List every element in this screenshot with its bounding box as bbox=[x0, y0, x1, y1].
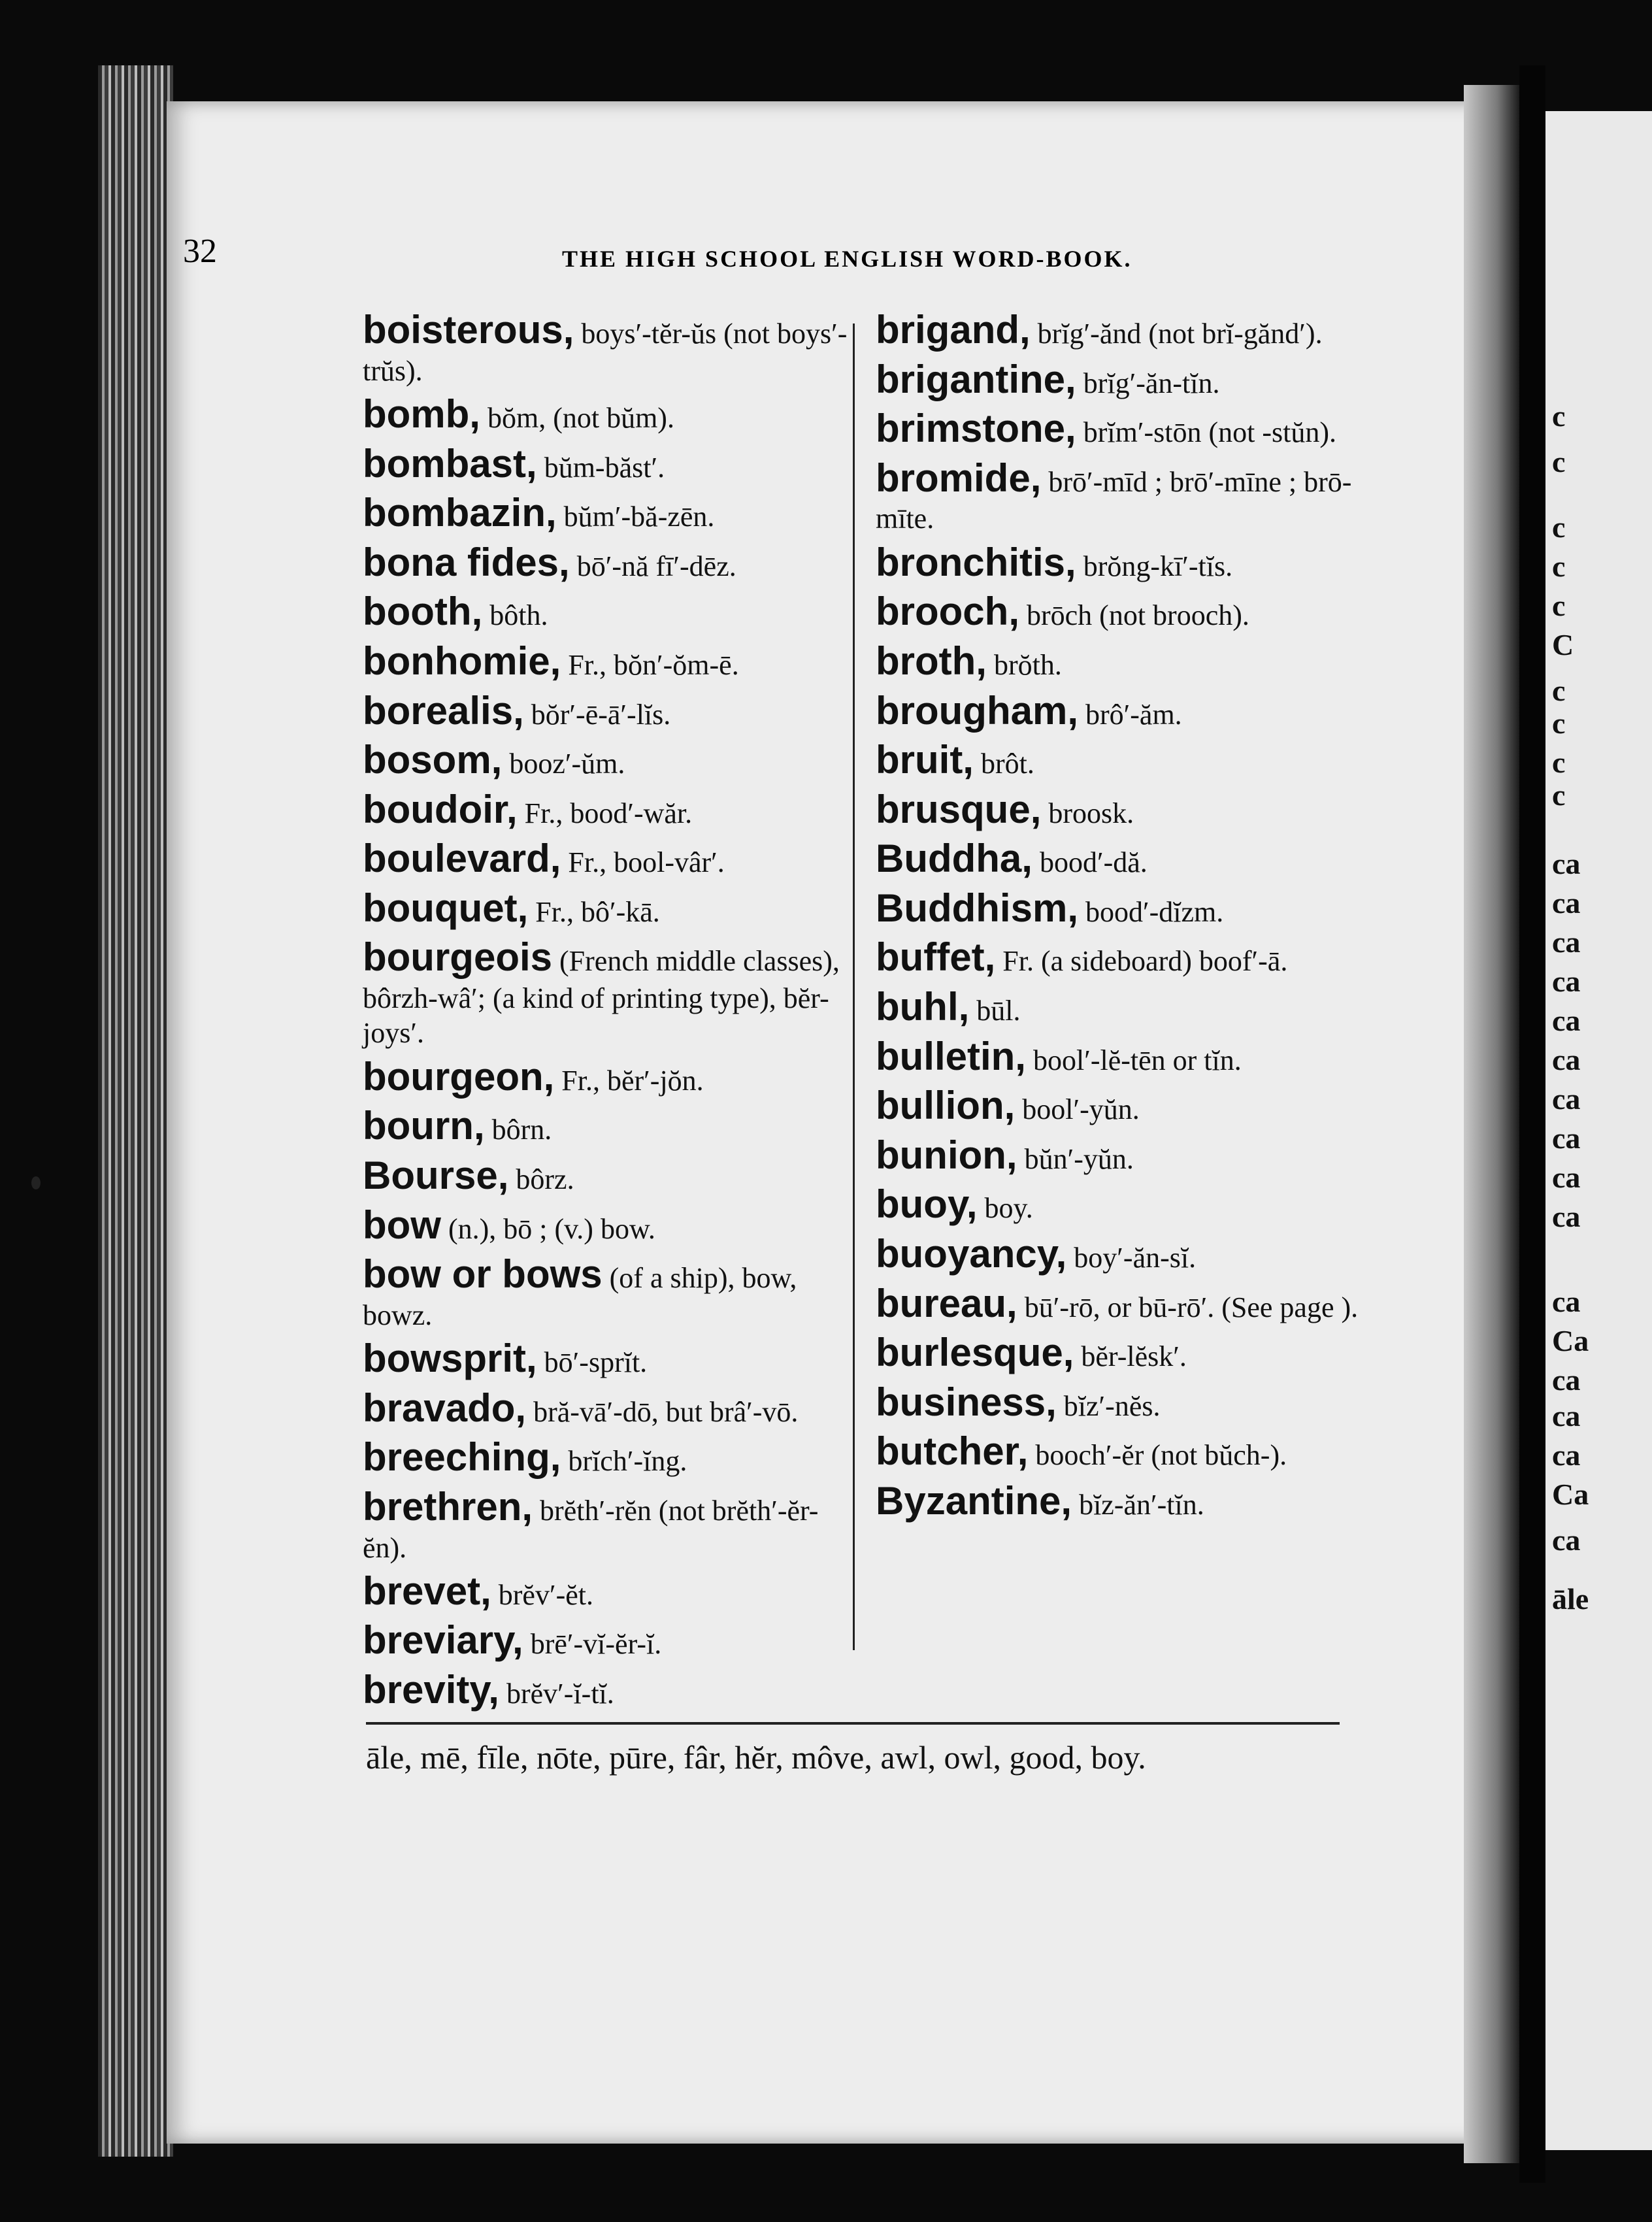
speck-mark bbox=[31, 1176, 41, 1189]
entry-headword: brevity, bbox=[363, 1668, 499, 1712]
dictionary-entry bbox=[363, 1336, 853, 1382]
entry-pronunciation: brŏth. bbox=[986, 648, 1062, 681]
entry-headword: bomb, bbox=[363, 391, 480, 436]
entry-headword: bureau, bbox=[876, 1281, 1017, 1325]
entry-pronunciation: brôt. bbox=[973, 748, 1034, 780]
entry-pronunciation: (n.), bō ; (v.) bow. bbox=[440, 1212, 655, 1245]
dictionary-entry bbox=[876, 1083, 1379, 1129]
next-page-fragment: c bbox=[1552, 674, 1566, 707]
entry-headword: bourgeon, bbox=[363, 1054, 555, 1099]
entry-headword: brethren, bbox=[363, 1484, 533, 1529]
entry-headword: Bourse, bbox=[363, 1153, 509, 1197]
entry-pronunciation: Fr., bŏn′-ŏm-ē. bbox=[561, 648, 739, 681]
entry-headword: bourgeois bbox=[363, 935, 553, 980]
next-page-fragment: ca bbox=[1552, 1121, 1581, 1155]
dictionary-entry bbox=[876, 307, 1379, 353]
dictionary-entry bbox=[876, 1478, 1379, 1524]
entry-pronunciation: brĕv′-ĕt. bbox=[491, 1578, 593, 1611]
entry-headword: bona fides, bbox=[363, 540, 570, 584]
dictionary-entry bbox=[876, 1281, 1379, 1327]
next-page-fragment: c bbox=[1552, 778, 1566, 812]
next-page bbox=[1545, 111, 1652, 2150]
entry-pronunciation: brĭg′-ănd (not brĭ-gănd′). bbox=[1030, 318, 1323, 350]
next-page-fragment: c bbox=[1552, 399, 1566, 433]
dictionary-entry bbox=[876, 1034, 1379, 1080]
next-page-fragment: ca bbox=[1552, 847, 1581, 880]
entry-pronunciation: bool′-lĕ-tēn or tĭn. bbox=[1025, 1044, 1242, 1076]
entry-pronunciation: bŭm-băst′. bbox=[537, 451, 665, 484]
entry-headword: boulevard, bbox=[363, 837, 561, 881]
entry-headword: bosom, bbox=[363, 738, 503, 782]
entry-pronunciation: broosk. bbox=[1041, 797, 1134, 829]
dictionary-entry bbox=[363, 540, 853, 586]
entry-headword: brusque, bbox=[876, 787, 1042, 831]
entry-headword: brooch, bbox=[876, 589, 1019, 634]
entry-headword: bruit, bbox=[876, 738, 974, 782]
entry-headword: brougham, bbox=[876, 688, 1078, 733]
dictionary-entry bbox=[363, 307, 853, 388]
entry-pronunciation: booz′-ŭm. bbox=[502, 748, 625, 780]
dictionary-entry bbox=[876, 406, 1379, 452]
next-page-fragment: c bbox=[1552, 550, 1566, 583]
next-page-fragment: ca bbox=[1552, 1200, 1581, 1233]
entry-pronunciation: brĕth′-rĕn (not brĕth′-ĕr-ĕn). bbox=[363, 1494, 819, 1564]
dictionary-entry bbox=[363, 1385, 853, 1431]
dictionary-entry bbox=[363, 441, 853, 487]
entry-pronunciation: bôth. bbox=[482, 599, 548, 632]
next-page-fragment: ca bbox=[1552, 886, 1581, 920]
dictionary-entry bbox=[876, 688, 1379, 734]
entry-pronunciation: bĕr-lĕsk′. bbox=[1074, 1340, 1187, 1373]
dictionary-entry bbox=[876, 787, 1379, 833]
entry-pronunciation: brô′-ăm. bbox=[1078, 698, 1182, 731]
entry-headword: buoy, bbox=[876, 1182, 978, 1227]
entry-pronunciation: brĭg′-ăn-tĭn. bbox=[1076, 367, 1220, 399]
entry-pronunciation: Fr., bô′-kā. bbox=[528, 895, 660, 928]
book-spine bbox=[98, 65, 173, 2157]
entry-pronunciation: brē′-vĭ-ĕr-ĭ. bbox=[523, 1628, 662, 1661]
entry-headword: bow bbox=[363, 1202, 441, 1247]
entry-pronunciation: bood′-dĭzm. bbox=[1078, 895, 1224, 928]
dictionary-entry bbox=[363, 787, 853, 833]
entry-pronunciation: bō′-sprĭt. bbox=[537, 1346, 648, 1379]
dictionary-entry bbox=[876, 935, 1379, 980]
dictionary-entry bbox=[876, 1182, 1379, 1227]
entry-pronunciation: bĭz′-nĕs. bbox=[1056, 1389, 1161, 1422]
next-page-fragment: ca bbox=[1552, 1399, 1581, 1433]
next-page-fragment: ca bbox=[1552, 965, 1581, 998]
next-page-fragment: Ca bbox=[1552, 1478, 1589, 1511]
entry-headword: bourn, bbox=[363, 1104, 485, 1148]
dictionary-entry bbox=[363, 1153, 853, 1199]
next-page-fragment: c bbox=[1552, 589, 1566, 622]
entry-pronunciation: Fr., bĕr′-jŏn. bbox=[554, 1064, 704, 1097]
dictionary-entry bbox=[876, 1429, 1379, 1474]
next-page-fragment: c bbox=[1552, 746, 1566, 779]
entry-pronunciation: bĭz-ăn′-tĭn. bbox=[1072, 1489, 1204, 1521]
next-page-fragment: C bbox=[1552, 628, 1574, 661]
dictionary-entry bbox=[363, 1252, 853, 1332]
dictionary-entry bbox=[876, 984, 1379, 1030]
entry-pronunciation: Fr., bood′-wăr. bbox=[517, 797, 693, 829]
dictionary-entry bbox=[363, 589, 853, 635]
pronunciation-key: āle, mē, fīle, nōte, pūre, fâr, hĕr, môve, awl, owl, good, boy. bbox=[366, 1739, 1146, 1776]
entry-pronunciation: brĕv′-ĭ-tĭ. bbox=[499, 1678, 614, 1710]
next-page-fragment: ca bbox=[1552, 1082, 1581, 1116]
entry-headword: broth, bbox=[876, 638, 987, 683]
entry-headword: borealis, bbox=[363, 688, 524, 733]
running-title: THE HIGH SCHOOL ENGLISH WORD-BOOK. bbox=[562, 246, 1132, 272]
entry-pronunciation: bool′-yŭn. bbox=[1015, 1093, 1140, 1126]
right-column bbox=[876, 307, 1379, 1528]
dictionary-entry bbox=[876, 1330, 1379, 1376]
dictionary-entry bbox=[363, 1054, 853, 1100]
entry-pronunciation: bŭm′-bă-zēn. bbox=[556, 501, 715, 533]
entry-pronunciation: brŏng-kī′-tĭs. bbox=[1076, 550, 1233, 582]
entry-headword: Buddhism, bbox=[876, 886, 1078, 930]
entry-pronunciation: Fr., bool-vâr′. bbox=[561, 846, 725, 879]
entry-headword: breviary, bbox=[363, 1618, 523, 1663]
entry-headword: bow or bows bbox=[363, 1252, 603, 1297]
dictionary-entry bbox=[876, 1231, 1379, 1277]
dictionary-entry bbox=[363, 836, 853, 882]
entry-pronunciation: boys′-tĕr-ŭs (not boys′-trŭs). bbox=[363, 318, 848, 387]
entry-headword: bulletin, bbox=[876, 1034, 1026, 1078]
dictionary-entry bbox=[876, 836, 1379, 882]
column-divider bbox=[853, 323, 855, 1650]
next-page-fragment: āle bbox=[1552, 1582, 1589, 1616]
entry-pronunciation: brĭm′-stōn (not -stŭn). bbox=[1076, 416, 1336, 449]
dictionary-entry bbox=[876, 737, 1379, 783]
entry-headword: breeching, bbox=[363, 1435, 561, 1480]
next-page-fragment: ca bbox=[1552, 1523, 1581, 1557]
next-page-fragment: Ca bbox=[1552, 1324, 1589, 1357]
entry-pronunciation: bôrn. bbox=[484, 1114, 552, 1146]
left-column bbox=[363, 307, 853, 1717]
entry-headword: boisterous, bbox=[363, 308, 574, 352]
entry-pronunciation: bră-vā′-dō, but brâ′-vō. bbox=[526, 1395, 799, 1428]
next-page-fragment: ca bbox=[1552, 1004, 1581, 1037]
entry-pronunciation: boy′-ăn-sĭ. bbox=[1066, 1242, 1197, 1274]
dictionary-entry bbox=[876, 638, 1379, 684]
entry-pronunciation: bō′-nă fī′-dēz. bbox=[569, 550, 736, 582]
dictionary-entry bbox=[363, 1434, 853, 1480]
entry-pronunciation: (of a ship), bow, bowz. bbox=[363, 1262, 797, 1331]
entry-pronunciation: būl. bbox=[969, 995, 1021, 1027]
entry-headword: butcher, bbox=[876, 1429, 1029, 1474]
next-page-fragment: c bbox=[1552, 445, 1566, 478]
entry-pronunciation: brō′-mīd ; brō′-mīne ; brō-mīte. bbox=[876, 465, 1352, 535]
next-page-fragment: c bbox=[1552, 510, 1566, 544]
dictionary-entry bbox=[876, 589, 1379, 635]
entry-pronunciation: bū′-rō, or bū-rō′. (See page ). bbox=[1017, 1291, 1359, 1323]
entry-headword: bronchitis, bbox=[876, 540, 1076, 584]
dictionary-entry bbox=[876, 886, 1379, 931]
dictionary-entry bbox=[363, 1617, 853, 1663]
entry-headword: bravado, bbox=[363, 1385, 527, 1430]
dictionary-entry bbox=[363, 886, 853, 931]
entry-pronunciation: boy. bbox=[977, 1192, 1033, 1225]
entry-headword: bullion, bbox=[876, 1084, 1016, 1128]
entry-pronunciation: bŭn′-yŭn. bbox=[1017, 1142, 1134, 1175]
dictionary-entry bbox=[363, 1568, 853, 1614]
dictionary-entry bbox=[876, 357, 1379, 403]
entry-headword: buhl, bbox=[876, 985, 970, 1029]
dictionary-entry bbox=[876, 1380, 1379, 1425]
entry-headword: booth, bbox=[363, 589, 483, 634]
entry-headword: buffet, bbox=[876, 935, 996, 980]
entry-pronunciation: booch′-ĕr (not bŭch-). bbox=[1028, 1439, 1287, 1472]
entry-headword: boudoir, bbox=[363, 787, 518, 831]
next-page-fragment: c bbox=[1552, 706, 1566, 740]
dictionary-entry bbox=[363, 490, 853, 536]
next-page-fragment: ca bbox=[1552, 1043, 1581, 1076]
entry-headword: bombast, bbox=[363, 441, 537, 486]
entry-pronunciation: bôrz. bbox=[508, 1163, 574, 1195]
entry-headword: burlesque, bbox=[876, 1331, 1074, 1375]
dictionary-entry bbox=[363, 1667, 853, 1713]
next-page-fragment: ca bbox=[1552, 1438, 1581, 1472]
entry-headword: bromide, bbox=[876, 456, 1042, 500]
dictionary-entry bbox=[363, 391, 853, 437]
entry-headword: bowsprit, bbox=[363, 1336, 537, 1381]
next-page-fragment: ca bbox=[1552, 1363, 1581, 1397]
next-page-fragment: ca bbox=[1552, 1161, 1581, 1194]
book-gutter bbox=[1519, 65, 1545, 2183]
entry-pronunciation: Fr. (a sideboard) boof′-ā. bbox=[995, 945, 1288, 978]
dictionary-entry bbox=[363, 1202, 853, 1248]
entry-headword: buoyancy, bbox=[876, 1232, 1067, 1276]
dictionary-entry bbox=[363, 638, 853, 684]
next-page-fragment: ca bbox=[1552, 925, 1581, 959]
dictionary-entry bbox=[876, 540, 1379, 586]
entry-headword: brimstone, bbox=[876, 406, 1076, 451]
page-number: 32 bbox=[183, 233, 217, 270]
dictionary-entry bbox=[363, 688, 853, 734]
entry-headword: bonhomie, bbox=[363, 638, 561, 683]
entry-headword: bunion, bbox=[876, 1133, 1017, 1177]
entry-headword: brigantine, bbox=[876, 357, 1076, 401]
entry-headword: Byzantine, bbox=[876, 1479, 1072, 1523]
entry-pronunciation: brĭch′-ĭng. bbox=[561, 1445, 687, 1478]
entry-pronunciation: bood′-dă. bbox=[1032, 846, 1148, 879]
dictionary-entry bbox=[876, 456, 1379, 536]
footer-rule bbox=[366, 1722, 1340, 1725]
entry-pronunciation: brōch (not brooch). bbox=[1019, 599, 1249, 632]
entry-headword: Buddha, bbox=[876, 837, 1032, 881]
entry-pronunciation: bŏr′-ē-ā′-lĭs. bbox=[523, 698, 671, 731]
dictionary-entry bbox=[363, 1103, 853, 1149]
entry-headword: business, bbox=[876, 1380, 1057, 1424]
dictionary-entry bbox=[876, 1133, 1379, 1178]
next-page-fragment: ca bbox=[1552, 1285, 1581, 1318]
entry-headword: brevet, bbox=[363, 1568, 491, 1613]
entry-headword: bouquet, bbox=[363, 886, 529, 930]
entry-headword: bombazin, bbox=[363, 491, 557, 535]
page-edge bbox=[1464, 85, 1519, 2163]
entry-pronunciation: bŏm, (not bŭm). bbox=[480, 401, 674, 434]
entry-headword: brigand, bbox=[876, 308, 1031, 352]
dictionary-entry bbox=[363, 737, 853, 783]
dictionary-entry bbox=[363, 1484, 853, 1565]
dictionary-entry bbox=[363, 935, 853, 1050]
entry-pronunciation: (French middle classes), bôrzh-wâ′; (a kind of printing type), bĕr-joys′. bbox=[363, 945, 840, 1050]
